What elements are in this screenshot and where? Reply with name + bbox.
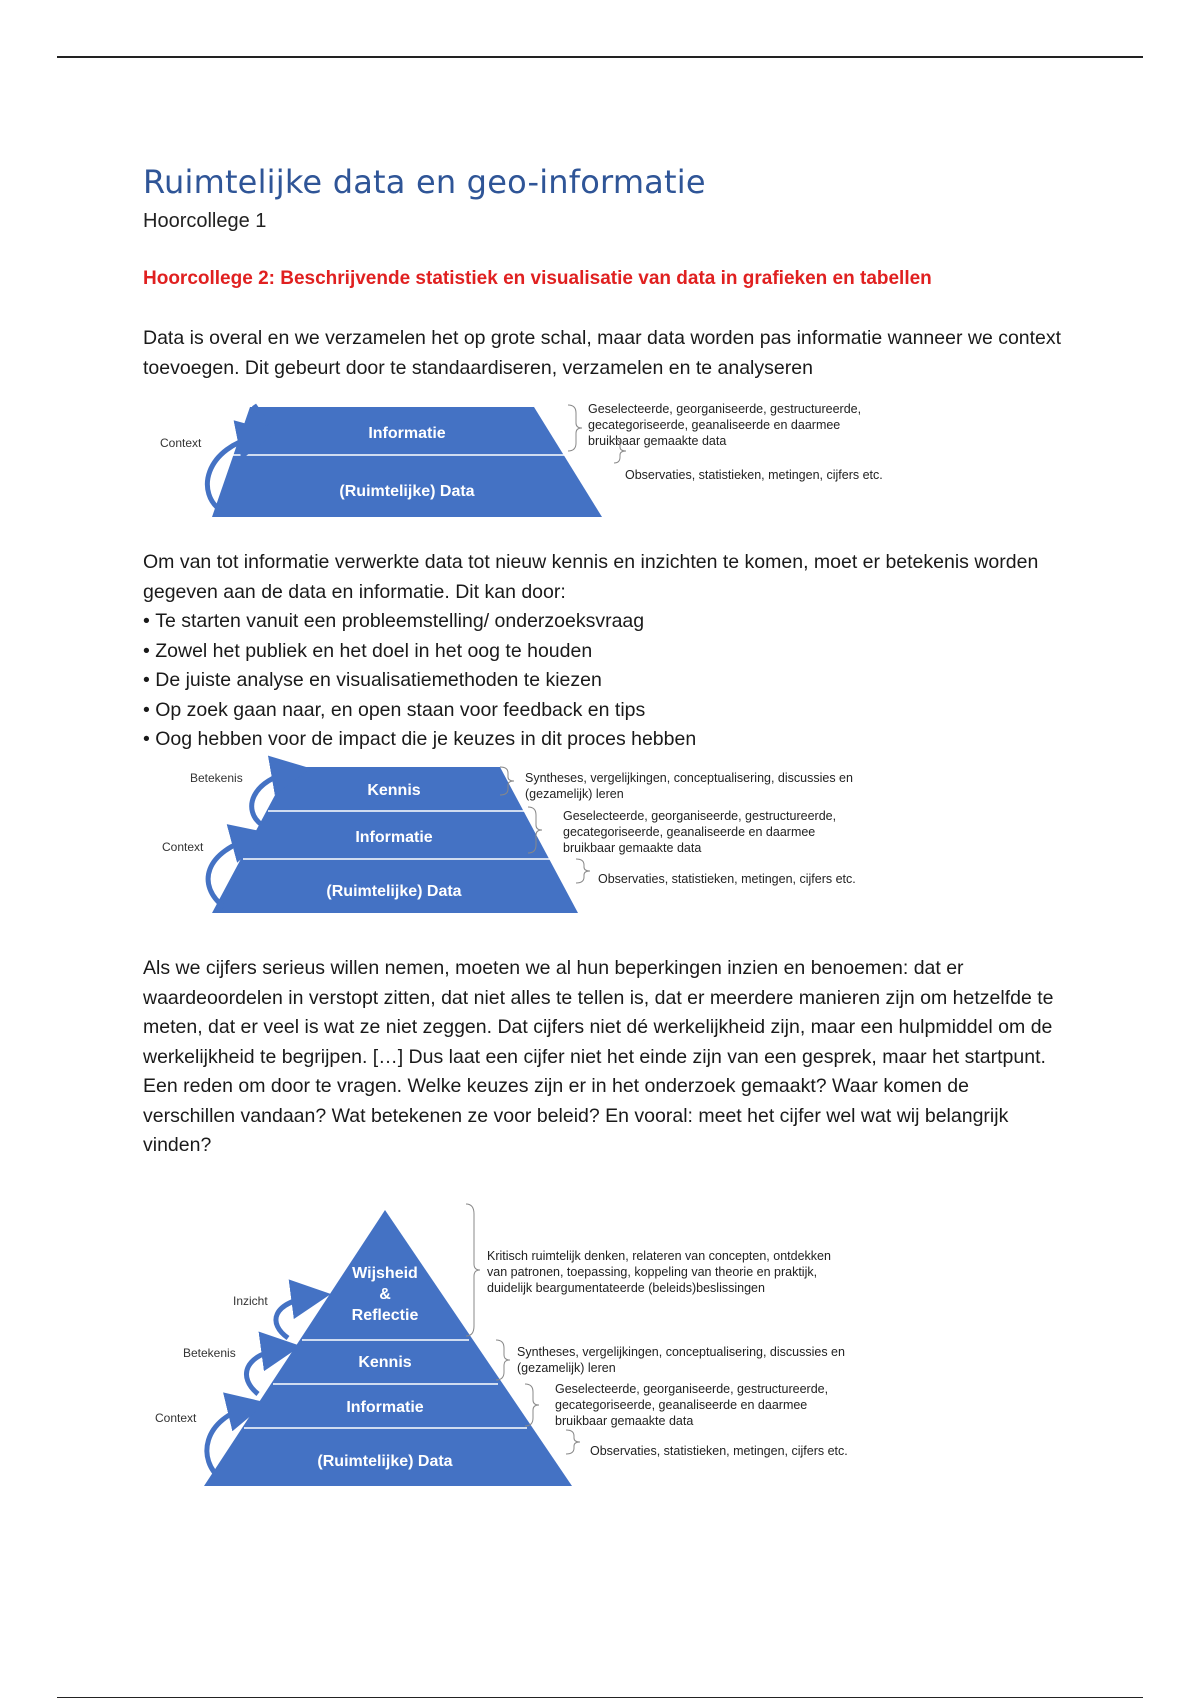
pyramid-3-level-data: (Ruimtelijke) Data	[317, 1453, 453, 1470]
pyramid-2-svg	[0, 755, 1200, 915]
pyramid-3-desc-wijsheid-1: Kritisch ruimtelijk denken, relateren van concepten, ontdekken	[487, 1249, 831, 1263]
pyramid-diagram-3	[0, 1200, 1200, 1490]
pyramid-3-desc-wijsheid-2: van patronen, toepassing, koppeling van theorie en praktijk,	[487, 1265, 818, 1279]
pyramid-3-desc-kennis-1: Syntheses, vergelijkingen, conceptualisering, discussies en	[517, 1345, 845, 1359]
pyramid-diagram-1	[0, 395, 1200, 525]
bullet-item: • Zowel het publiek en het doel in het oog te houden	[143, 637, 1063, 667]
pyramid-1-shape	[212, 407, 602, 517]
pyramid-3-desc-wijsheid-3: duidelijk beargumentateerde (beleids)beslissingen	[487, 1281, 765, 1295]
footer-rule	[57, 1697, 1143, 1698]
pyramid-2-desc-informatie-3: bruikbaar gemaakte data	[563, 841, 702, 855]
pyramid-2-level-data: (Ruimtelijke) Data	[326, 883, 462, 900]
header-rule	[57, 56, 1143, 58]
bullet-item: • Te starten vanuit een probleemstelling/ onderzoeksvraag	[143, 607, 1063, 637]
pyramid-3-level-kennis: Kennis	[358, 1354, 412, 1371]
pyramid-3-level-ampersand: &	[379, 1286, 391, 1303]
pyramid-2-desc-informatie-2: gecategoriseerde, geanaliseerde en daarmee	[563, 825, 816, 839]
bullet-item: • De juiste analyse en visualisatiemethoden te kiezen	[143, 666, 1063, 696]
pyramid-3-side-inzicht: Inzicht	[233, 1294, 268, 1308]
brace-icon	[576, 859, 590, 883]
pyramid-2-side-context: Context	[162, 840, 204, 854]
pyramid-3-side-betekenis: Betekenis	[183, 1346, 236, 1360]
pyramid-2-desc-kennis-2: (gezamelijk) leren	[525, 787, 624, 801]
pyramid-3-desc-informatie-2: gecategoriseerde, geanaliseerde en daarmee	[555, 1398, 808, 1412]
paragraph-2: Om van tot informatie verwerkte data tot nieuw kennis en inzichten te komen, moet er betekenis worden gegeven aan de data en informatie. Dit kan door: • Te starten vanuit een probleemstelling/ onderzoeksvraag • Zowel het publiek en het doel in het oog te houden • De juiste analyse en visualisatiemethoden te kiezen • Op zoek gaan naar, en open staan voor feedback en tips • Oog hebben voor de impact die je keuzes in dit proces hebben	[143, 548, 1063, 755]
pyramid-3-level-informatie: Informatie	[346, 1399, 424, 1416]
pyramid-2-desc-informatie-1: Geselecteerde, georganiseerde, gestructureerde,	[563, 809, 837, 823]
pyramid-3-desc-informatie-3: bruikbaar gemaakte data	[555, 1414, 694, 1428]
paragraph-3: Als we cijfers serieus willen nemen, moeten we al hun beperkingen inzien en benoemen: dat er waardeoordelen in verstopt zitten, dat niet alles te tellen is, dat er meerdere manieren zijn om hetzelfde te meten, dat er veel is wat ze niet zeggen. Dat cijfers niet dé werkelijkheid zijn, maar een hulpmiddel om de werkelijkheid te begrijpen. […] Dus laat een cijfer niet het einde zijn van een gesprek, maar het startpunt. Een reden om door te vragen. Welke keuzes zijn er in het onderzoek gemaakt? Waar komen de verschillen vandaan? Wat betekenen ze voor beleid? En vooral: meet het cijfer wel wat wij belangrijk vinden?	[143, 957, 1054, 1156]
pyramid-3-level-reflectie: Reflectie	[351, 1307, 419, 1324]
bullet-item: • Op zoek gaan naar, en open staan voor feedback en tips	[143, 696, 1063, 726]
pyramid-2-side-betekenis: Betekenis	[190, 771, 243, 785]
pyramid-3-desc-informatie-1: Geselecteerde, georganiseerde, gestructureerde,	[555, 1382, 829, 1396]
bullet-item: • Oog hebben voor de impact die je keuzes in dit proces hebben	[143, 725, 1063, 755]
brace-icon	[568, 405, 582, 451]
pyramid-2-level-informatie: Informatie	[355, 829, 433, 846]
pyramid-diagram-2	[0, 755, 1200, 915]
pyramid-3-side-context: Context	[155, 1411, 197, 1425]
pyramid-1-desc-data: Observaties, statistieken, metingen, cijfers etc.	[625, 468, 883, 482]
bullet-list	[143, 607, 1063, 755]
brace-icon	[525, 1384, 539, 1426]
pyramid-1-side-context: Context	[160, 436, 202, 450]
pyramid-3-svg	[0, 1200, 1200, 1490]
section-heading: Hoorcollege 2: Beschrijvende statistiek en visualisatie van data in grafieken en tabellen	[143, 268, 932, 289]
pyramid-2-level-kennis: Kennis	[367, 782, 421, 799]
pyramid-1-desc-informatie-1: Geselecteerde, georganiseerde, gestructureerde,	[588, 402, 862, 416]
pyramid-2-desc-data: Observaties, statistieken, metingen, cijfers etc.	[598, 872, 856, 886]
page-subtitle: Hoorcollege 1	[143, 210, 267, 232]
pyramid-1-level-data: (Ruimtelijke) Data	[339, 483, 475, 500]
pyramid-2-desc-kennis-1: Syntheses, vergelijkingen, conceptualisering, discussies en	[525, 771, 853, 785]
pyramid-1-desc-informatie-3: bruikbaar gemaakte data	[588, 434, 727, 448]
brace-icon	[496, 1340, 510, 1380]
pyramid-3-desc-kennis-2: (gezamelijk) leren	[517, 1361, 616, 1375]
brace-icon	[466, 1204, 480, 1336]
pyramid-3-desc-data: Observaties, statistieken, metingen, cijfers etc.	[590, 1444, 848, 1458]
pyramid-3-level-wijsheid: Wijsheid	[352, 1265, 418, 1282]
paragraph-1: Data is overal en we verzamelen het op grote schal, maar data worden pas informatie wanneer we context toevoegen. Dit gebeurt door te standaardiseren, verzamelen en te analyseren	[143, 327, 1062, 379]
pyramid-1-desc-informatie-2: gecategoriseerde, geanaliseerde en daarmee	[588, 418, 841, 432]
page-title: Ruimtelijke data en geo-informatie	[143, 163, 706, 201]
brace-icon	[566, 1430, 580, 1454]
pyramid-1-level-informatie: Informatie	[368, 425, 446, 442]
pyramid-1-svg	[0, 395, 1200, 525]
